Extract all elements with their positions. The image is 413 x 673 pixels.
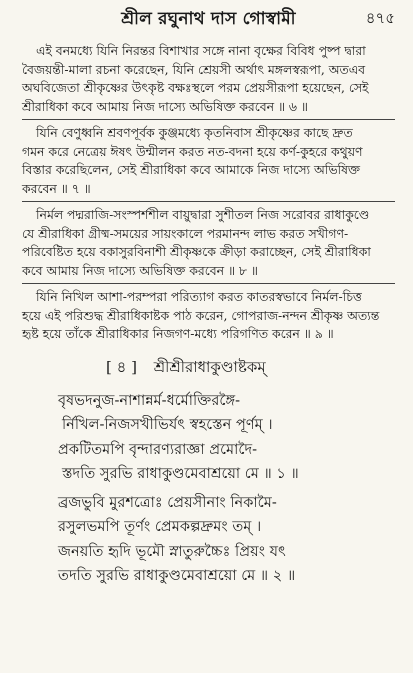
text-line: যিনি নিখিল আশা-পরম্পরা পরিত্যাগ করত কাতরস্বভাবে নির্মল-চিত্ত (36, 289, 362, 304)
paragraph-divider (22, 119, 395, 120)
verse-line: তদতি সুরভি রাধাকুণ্ডমেবাশ্রয়ো মে ॥ ২ ॥ (58, 567, 296, 584)
paragraph-divider (22, 283, 395, 284)
text-line: এই বনমধ্যে যিনি নিরন্তর বিশাখার সঙ্গে নানা বৃক্ষের বিবিধ পুষ্প দ্বারা (36, 43, 366, 58)
text-line: শ্রীরাধিকা কবে আমায় নিজ দাস্যে অভিষিক্ত করবেন ॥ ৬ ॥ (22, 98, 308, 114)
verse-line: রসুলভমপি তূর্ণং প্রেমকল্পদ্রুমং তম্ । (58, 518, 262, 535)
verse-line: বৃষভদনুজ-নাশান্নর্ম-ধর্মোক্তিরঙ্গৈ- (58, 391, 241, 409)
verse-2 (22, 491, 395, 589)
text-line: কবে আমায় নিজ দাস্যে অভিষিক্ত করবেন ॥ ৮ ॥ (22, 262, 258, 278)
prose-section (22, 42, 395, 344)
text-line: হৃষ্ট হয়ে তাঁকে শ্রীরাধিকার নিজগণ-মধ্যে পরিগণিত করেন ॥ ৯ ॥ (22, 326, 334, 341)
text-line: পরিবেষ্টিত হয়ে বকাসুরবিনাশী শ্রীকৃষ্ণকে ক্রীড়া করাচ্ছেন, সেই শ্রীরাধিকা (22, 244, 371, 259)
section-title: শ্রীশ্রীরাধাকুণ্ডাষ্টকম্ (153, 357, 266, 376)
text-line: নির্মল পদ্মরাজি-সংস্পর্শশীল বায়ুদ্বারা সুশীতল নিজ সরোবর রাধাকুণ্ডে (36, 207, 370, 222)
text-line: বিস্তার করেছিলেন, সেই শ্রীরাধিকা কবে আমাকে নিজ দাস্যে অভিষিক্ত (22, 162, 360, 177)
verse-1 (22, 389, 395, 487)
text-line: অঘবিজেতা শ্রীকৃষ্ণের উৎকৃষ্ট বক্ষঃস্থলে পরম প্রেয়সীরূপা হয়েছেন, সেই (22, 80, 369, 95)
text-line: যে শ্রীরাধিকা গ্রীষ্ম-সময়ের সায়ংকালে পরমানন্দ লাভ করত সখীগণ- (22, 225, 349, 241)
verse-line: ব্রজভুবি মুরশত্রোঃ প্রেয়সীনাং নিকামৈ- (58, 493, 277, 511)
running-title: শ্রীল রঘুনাথ দাস গোস্বামী (121, 9, 296, 29)
verse-line: স্তদতি সুরভি রাধাকুণ্ডমেবাশ্রয়ো মে ॥ ১ ॥ (62, 465, 299, 482)
paragraph-divider (22, 201, 395, 202)
text-line: যিনি বেণুধ্বনি শ্রবণপূর্বক কুঞ্জমধ্যে কৃতনিবাস শ্রীকৃষ্ণের কাছে দ্রুত (36, 125, 353, 140)
paragraph-7 (22, 124, 395, 198)
paragraph-8 (22, 206, 395, 280)
paragraph-6 (22, 42, 395, 116)
page-number: ৪৭৫ (365, 9, 395, 27)
verse-line: প্রকটিতমপি বৃন্দারণ্যরাজ্ঞা প্রমোদৈ- (58, 440, 258, 458)
section-heading (22, 356, 395, 381)
verse-line: জনয়তি হৃদি ভূমৌ স্নাতুরুচ্চৈঃ প্রিয়ং যৎ (58, 542, 286, 560)
section-number: [ ৪ ] (106, 357, 137, 376)
text-line: হয়ে এই পরিশুদ্ধ শ্রীরাধিকাষ্টক পাঠ করেন, গোপরাজ-নন্দন শ্রীকৃষ্ণ অত্যন্ত (22, 307, 380, 323)
paragraph-9 (22, 288, 395, 344)
text-line: গমন করে নেত্রেয় ঈষৎ উন্মীলন করত নত-বদনা হয়ে কর্ণ-কুহরে কথুয়ণ (22, 143, 363, 159)
verse-line: র্নিখিল-নিজসখীভির্যৎ স্বহস্তেন পূর্ণম্ । (62, 416, 273, 433)
text-line: বৈজয়ন্তী-মালা রচনা করেছেন, যিনি শ্রেয়সী অর্থাৎ মঙ্গলস্বরূপা, অতএব (22, 61, 366, 77)
text-line: করবেন ॥ ৭ ॥ (22, 180, 91, 196)
running-header (22, 4, 395, 28)
